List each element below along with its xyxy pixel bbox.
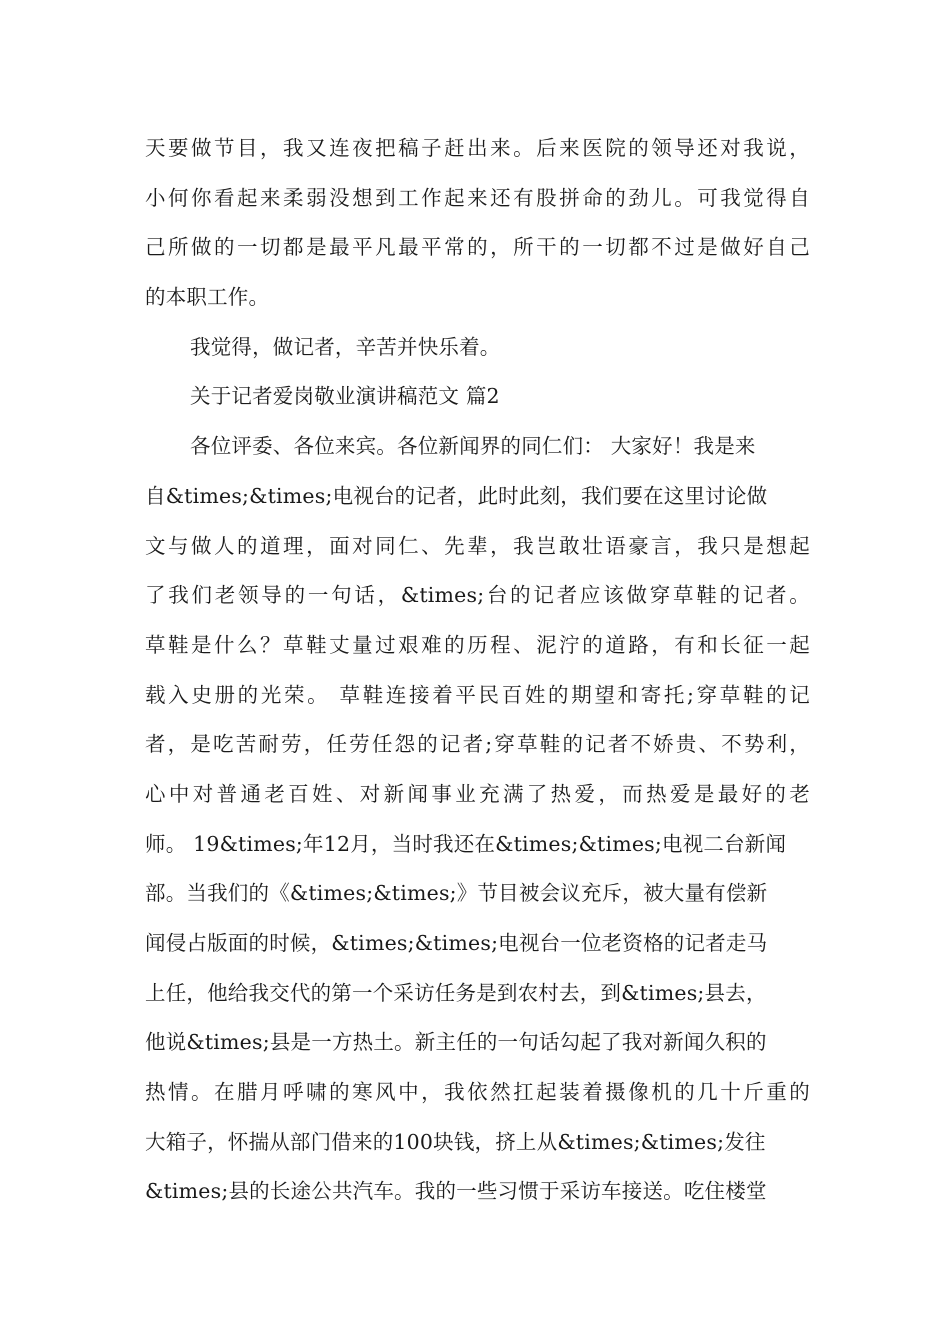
text-line: 的本职工作。 (145, 285, 270, 310)
text-line: 载入史册的光荣。 草鞋连接着平民百姓的期望和寄托;穿草鞋的记 (145, 682, 810, 707)
text-line: 小何你看起来柔弱没想到工作起来还有股拼命的劲儿。可我觉得自 (145, 185, 810, 210)
text-line: 己所做的一切都是最平凡最平常的，所干的一切都不过是做好自己 (145, 235, 810, 260)
text-line: &times;县的长途公共汽车。我的一些习惯于采访车接送。吃住楼堂 (145, 1179, 767, 1204)
section-heading: 关于记者爱岗敬业演讲稿范文 篇2 (190, 384, 500, 409)
text-line: 闻侵占版面的时候，&times;&times;电视台一位老资格的记者走马 (145, 931, 768, 955)
text-line: 上任，他给我交代的第一个采访任务是到农村去，到&times;县去， (145, 980, 767, 1005)
text-line: 天要做节目，我又连夜把稿子赶出来。后来医院的领导还对我说， (145, 136, 810, 160)
text-line: 文与做人的道理，面对同仁、先辈，我岂敢壮语豪言，我只是想起 (145, 533, 810, 558)
text-line: 大箱子，怀揣从部门借来的100块钱，挤上从&times;&times;发往 (145, 1129, 766, 1154)
text-line: 草鞋是什么？草鞋丈量过艰难的历程、泥泞的道路，有和长征一起 (145, 632, 810, 657)
text-line: 部。当我们的《&times;&times;》节目被会议充斥，被大量有偿新 (145, 881, 768, 906)
text-line: 各位评委、各位来宾。各位新闻界的同仁们： 大家好！我是来 (190, 434, 756, 459)
text-line: 心中对普通老百姓、对新闻事业充满了热爱，而热爱是最好的老 (145, 781, 810, 806)
text-line: 热情。在腊月呼啸的寒风中，我依然扛起装着摄像机的几十斤重的 (145, 1080, 810, 1105)
paragraph-text: 我觉得，做记者，辛苦并快乐着。 (190, 334, 501, 359)
text-line: 自&times;&times;电视台的记者，此时此刻，我们要在这里讨论做 (145, 483, 768, 508)
text-line: 他说&times;县是一方热土。新主任的一句话勾起了我对新闻久积的 (145, 1030, 767, 1055)
text-line: 者，是吃苦耐劳，任劳任怨的记者;穿草鞋的记者不娇贵、不势利， (145, 732, 810, 757)
text-line: 师。 19&times;年12月，当时我还在&times;&times;电视二台新闻 (145, 831, 787, 856)
document-body (145, 124, 810, 1217)
text-line: 了我们老领导的一句话，&times;台的记者应该做穿草鞋的记者。 (145, 583, 810, 608)
